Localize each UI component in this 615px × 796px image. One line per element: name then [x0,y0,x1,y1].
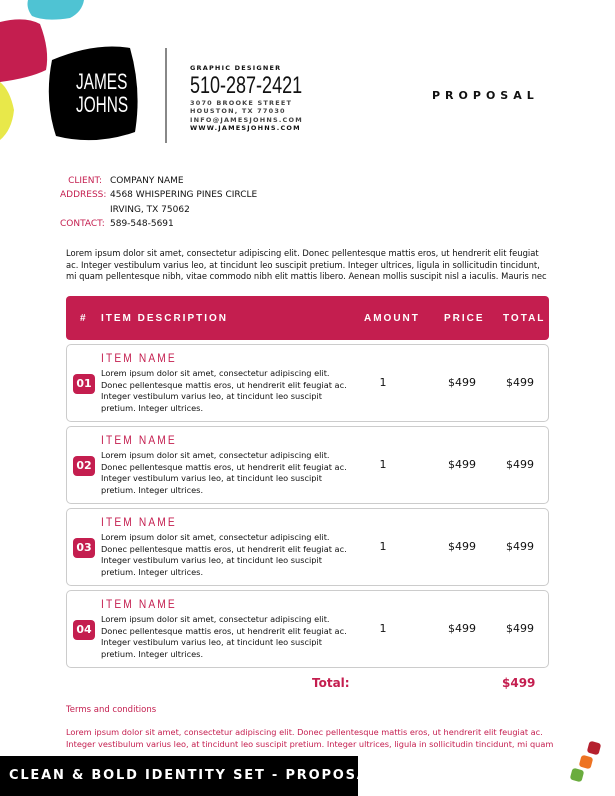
item-price: $499 [448,540,476,553]
item-description: Lorem ipsum dolor sit amet, consectetur adipiscing elit. Donec pellentesque mattis eros, ut hendrerit elit feugiat ac. Integer vestibulum varius leo, at tincidunt leo suscipit pretium. Integer ultrices. [101,614,347,659]
item-name: ITEM NAME [101,433,177,447]
item-total: $499 [506,622,534,635]
logo-shapes [0,0,150,150]
item-total: $499 [506,540,534,553]
item-price: $499 [448,458,476,471]
item-total: $499 [506,458,534,471]
total-value: $499 [502,676,536,690]
item-number-badge: 03 [73,538,95,558]
client-info: CLIENT: COMPANY NAME ADDRESS: 4568 WHISPERING PINES CIRCLE IRVING, TX 75062 CONTACT: 589-548-5691 [60,176,258,229]
item-description: Lorem ipsum dolor sit amet, consectetur adipiscing elit. Donec pellentesque mattis eros, ut hendrerit elit feugiat ac. Integer vestibulum varius leo, at tincidunt leo suscipit pretium. Integer ultrices. [101,532,347,577]
address-block: 3070 BROOKE STREET HOUSTON, TX 77030 INFO@JAMESJOHNS.COM WWW.JAMESJOHNS.COM [190,99,303,132]
item-name: ITEM NAME [101,351,177,365]
item-number-badge: 02 [73,456,95,476]
terms-title: Terms and conditions [66,705,157,715]
banner: CLEAN & BOLD IDENTITY SET - PROPOSAL [0,756,358,796]
item-price: $499 [448,622,476,635]
item-number-badge: 01 [73,374,95,394]
table-row [66,508,549,586]
table-header: # ITEM DESCRIPTION AMOUNT PRICE TOTAL [66,296,549,340]
table-row [66,344,549,422]
item-description: Lorem ipsum dolor sit amet, consectetur adipiscing elit. Donec pellentesque mattis eros, ut hendrerit elit feugiat ac. Integer vestibulum varius leo, at tincidunt leo suscipit pretium. Integer ultrices. [101,368,347,413]
item-amount: 1 [379,376,387,389]
corner-squares-icon [566,740,606,785]
item-total: $499 [506,376,534,389]
terms-text: Lorem ipsum dolor sit amet, consectetur adipiscing elit. Donec pellentesque mattis eros, ut hendrerit elit feugiat ac. Integer vestibulum varius leo, at tincidunt leo suscipit pretium. Integer ultrices, ligula in sollicitudin tincidunt, mi quam [66,727,554,749]
logo-name: JAMES JOHNS [76,69,129,117]
item-price: $499 [448,376,476,389]
item-name: ITEM NAME [101,515,177,529]
item-amount: 1 [379,622,387,635]
divider [165,48,167,143]
total-label: Total: [312,676,350,690]
table-row [66,426,549,504]
table-row [66,590,549,668]
item-number-badge: 04 [73,620,95,640]
item-name: ITEM NAME [101,597,177,611]
item-amount: 1 [379,458,387,471]
intro-text: Lorem ipsum dolor sit amet, consectetur adipiscing elit. Donec pellentesque mattis eros, ut hendrerit elit feugiat ac. Integer vestibulum varius leo, at tincidunt leo suscipit pretium. Integer ultrices, ligula in sollicitudin tincidunt, mi quam pellentesque nibh, vitae commodo nibh elit mattis libero. Aenean mollis suscipit nisl a iaculis. Mauris nec [66,248,547,281]
doc-title: PROPOSAL [432,89,539,102]
item-description: Lorem ipsum dolor sit amet, consectetur adipiscing elit. Donec pellentesque mattis eros, ut hendrerit elit feugiat ac. Integer vestibulum varius leo, at tincidunt leo suscipit pretium. Integer ultrices. [101,450,347,495]
item-amount: 1 [379,540,387,553]
phone: 510-287-2421 [190,72,303,99]
role: GRAPHIC DESIGNER [190,64,282,72]
